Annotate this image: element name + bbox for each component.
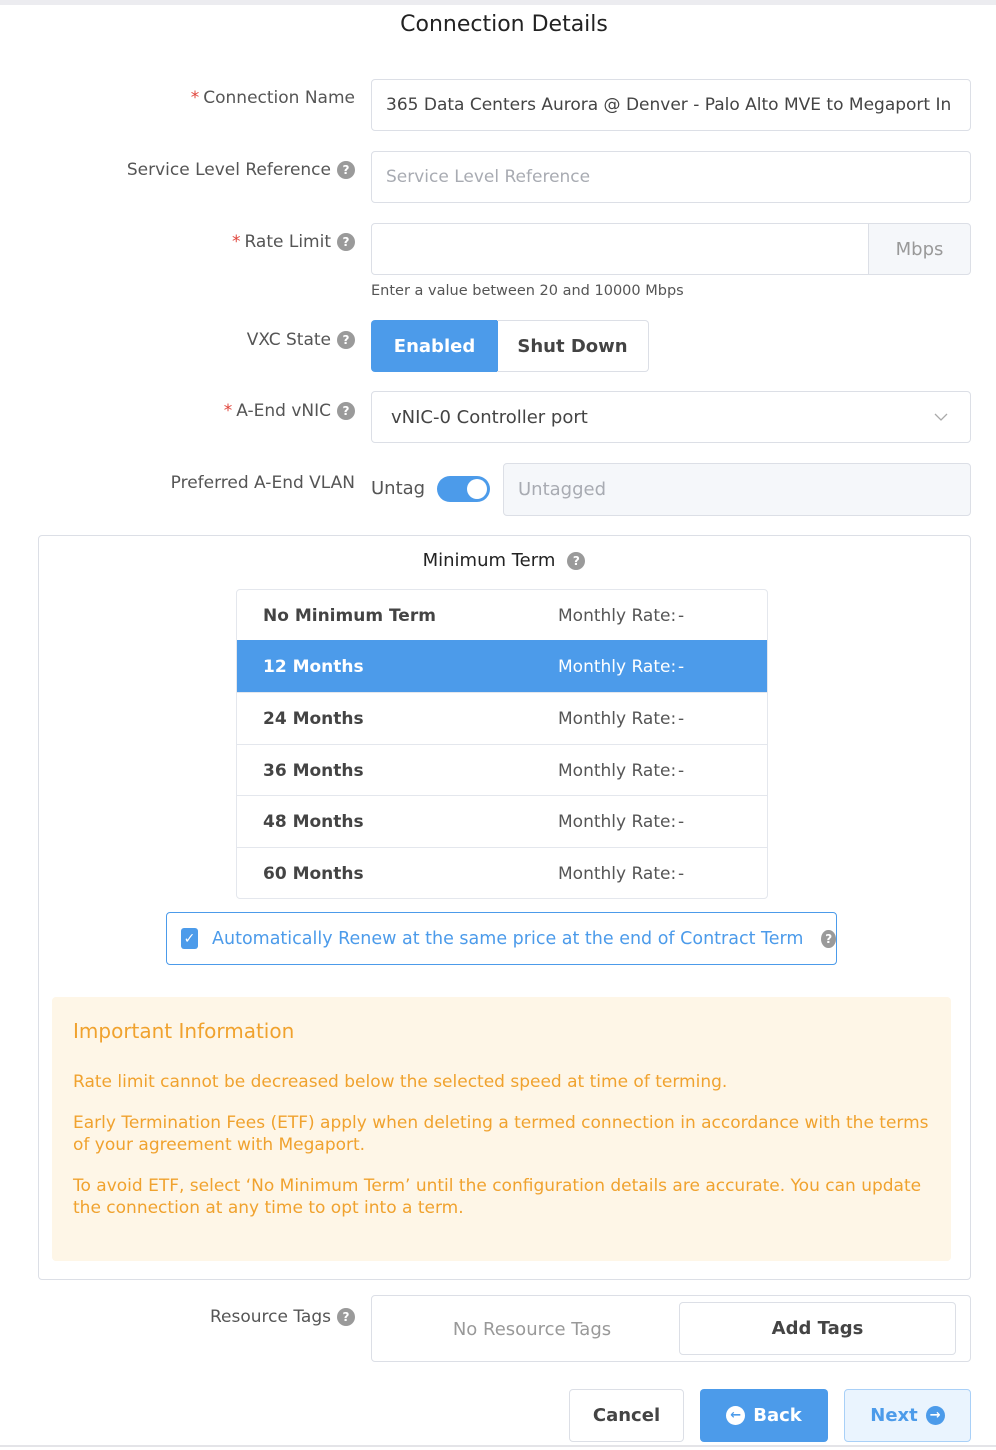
vxc-state-enabled-button[interactable]: Enabled xyxy=(371,320,498,372)
connection-name-input[interactable]: 365 Data Centers Aurora @ Denver - Palo Alto MVE to Megaport In xyxy=(371,79,971,131)
cancel-button[interactable]: Cancel xyxy=(569,1389,684,1442)
important-info xyxy=(52,997,951,1261)
term-option-48[interactable]: 48 Months Monthly Rate: - xyxy=(237,795,768,847)
a-end-vnic-label: * A-End vNIC ? xyxy=(224,401,355,421)
help-icon[interactable]: ? xyxy=(567,552,585,570)
resource-tags-label: Resource Tags ? xyxy=(210,1307,355,1327)
resource-tags-box xyxy=(371,1295,971,1362)
term-option-60[interactable]: 60 Months Monthly Rate: - xyxy=(237,847,768,899)
help-icon[interactable]: ? xyxy=(821,930,836,948)
help-icon[interactable]: ? xyxy=(337,402,355,420)
term-option-none[interactable]: No Minimum Term Monthly Rate: - xyxy=(237,589,768,641)
next-button[interactable]: Next → xyxy=(844,1389,971,1442)
info-paragraph: To avoid ETF, select ‘No Minimum Term’ until the configuration details are accurate. You can update the connection at any time to opt into a term. xyxy=(73,1176,922,1218)
chevron-down-icon xyxy=(934,413,948,421)
term-list xyxy=(236,589,768,899)
rate-limit-input[interactable] xyxy=(371,223,869,275)
bottom-divider xyxy=(0,1445,996,1447)
page-title: Connection Details xyxy=(400,12,608,37)
help-icon[interactable]: ? xyxy=(337,1308,355,1326)
arrow-left-circle-icon: ← xyxy=(726,1406,745,1425)
back-button[interactable]: ← Back xyxy=(700,1389,828,1442)
info-paragraph: Early Termination Fees (ETF) apply when deleting a termed connection in accordance with the terms of your agreement with Megaport. xyxy=(73,1113,929,1155)
term-option-12[interactable]: 12 Months Monthly Rate: - xyxy=(237,640,768,692)
help-icon[interactable]: ? xyxy=(337,331,355,349)
checkbox-checked-icon[interactable]: ✓ xyxy=(181,928,198,949)
minimum-term-heading: Minimum Term ? xyxy=(0,550,996,571)
help-icon[interactable]: ? xyxy=(337,161,355,179)
no-tags-text: No Resource Tags xyxy=(452,1319,612,1340)
service-level-input[interactable]: Service Level Reference xyxy=(371,151,971,203)
vlan-input[interactable]: Untagged xyxy=(503,463,971,516)
help-icon[interactable]: ? xyxy=(337,233,355,251)
untag-toggle[interactable] xyxy=(437,476,490,502)
connection-name-label: * Connection Name xyxy=(190,88,355,108)
rate-limit-unit: Mbps xyxy=(868,223,971,275)
info-paragraph: Rate limit cannot be decreased below the selected speed at time of terming. xyxy=(73,1072,728,1092)
auto-renew-label: Automatically Renew at the same price at the end of Contract Term xyxy=(212,928,804,949)
untag-label: Untag xyxy=(371,478,426,499)
vxc-state-label: VXC State ? xyxy=(247,330,355,350)
important-heading: Important Information xyxy=(73,1019,295,1043)
auto-renew-checkbox[interactable] xyxy=(166,912,837,965)
service-level-label: Service Level Reference ? xyxy=(127,160,355,180)
add-tags-button[interactable]: Add Tags xyxy=(679,1302,956,1355)
vxc-state-shutdown-button[interactable]: Shut Down xyxy=(497,320,649,372)
rate-limit-hint: Enter a value between 20 and 10000 Mbps xyxy=(371,283,684,299)
a-end-vnic-select[interactable]: vNIC-0 Controller port xyxy=(371,391,971,443)
term-option-24[interactable]: 24 Months Monthly Rate: - xyxy=(237,692,768,744)
term-option-36[interactable]: 36 Months Monthly Rate: - xyxy=(237,744,768,796)
vlan-label: Preferred A-End VLAN xyxy=(170,473,355,493)
arrow-right-circle-icon: → xyxy=(926,1406,945,1425)
rate-limit-label: * Rate Limit ? xyxy=(232,232,355,252)
top-divider xyxy=(0,0,996,5)
